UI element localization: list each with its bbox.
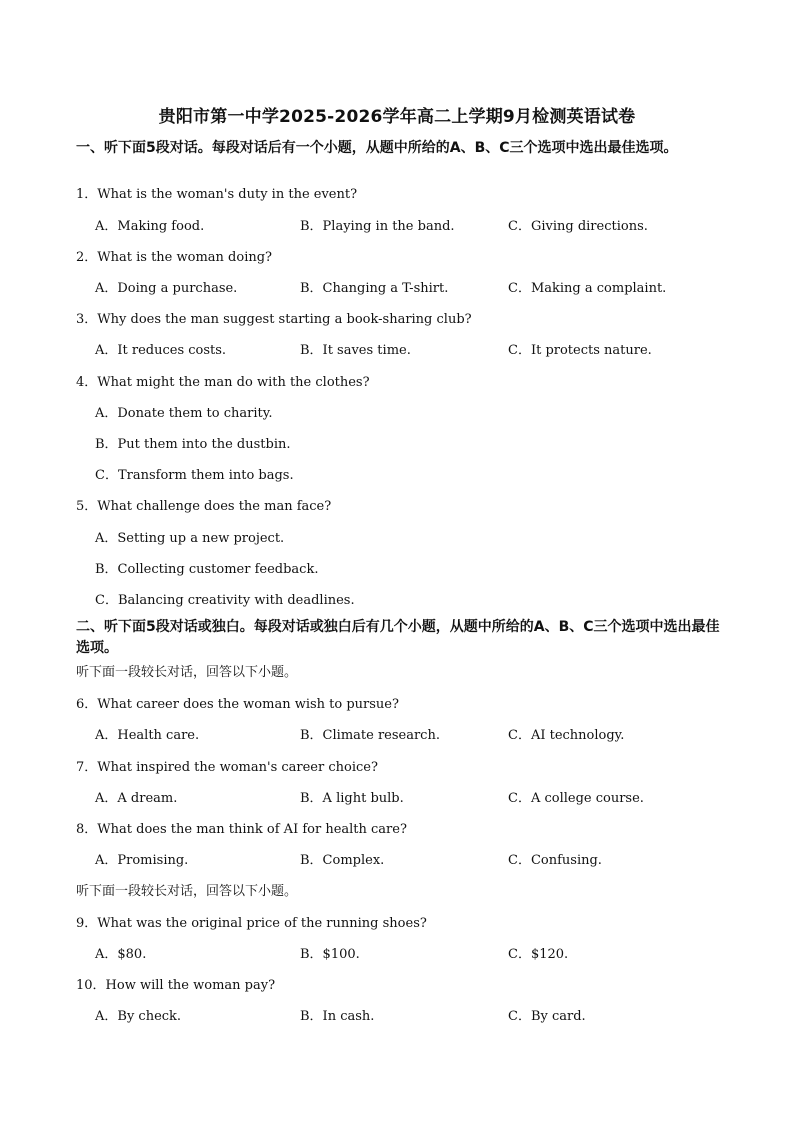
question-number: 10． <box>76 978 106 993</box>
option-b: B．Complex. <box>300 853 385 868</box>
option-c: C．Transform them into bags. <box>95 468 294 483</box>
option-a: A．Health care. <box>95 728 200 743</box>
option-b: B．Put them into the dustbin. <box>95 437 291 452</box>
option-c: C．Giving directions. <box>508 219 648 234</box>
question-text: Why does the man suggest starting a book-sharing club? <box>97 312 472 327</box>
question-6 <box>76 695 399 715</box>
option-c: C．$120. <box>508 947 569 962</box>
question-number: 4． <box>76 375 98 390</box>
question-9 <box>76 914 427 934</box>
question-7 <box>76 758 378 778</box>
option-b: B．In cash. <box>300 1009 375 1024</box>
option-a: A．Setting up a new project. <box>95 531 285 546</box>
question-text: How will the woman pay? <box>105 978 276 993</box>
question-8 <box>76 820 407 840</box>
option-c: C．It protects nature. <box>508 343 652 358</box>
question-number: 9． <box>76 916 98 931</box>
question-number: 6． <box>76 697 98 712</box>
option-b: B．Changing a T-shirt. <box>300 281 449 296</box>
question-text: What career does the woman wish to pursue? <box>97 697 399 712</box>
question-2 <box>76 248 272 268</box>
section2-intro-2: 听下面一段较长对话，回答以下小题。 <box>76 884 298 899</box>
question-3 <box>76 310 472 330</box>
option-b: B．A light bulb. <box>300 791 404 806</box>
question-4 <box>76 373 370 393</box>
question-text: What was the original price of the running shoes? <box>97 916 427 931</box>
question-number: 5． <box>76 499 98 514</box>
option-a: A．It reduces costs. <box>95 343 227 358</box>
question-text: What inspired the woman's career choice? <box>97 760 378 775</box>
question-number: 1． <box>76 187 98 202</box>
option-b: B．It saves time. <box>300 343 411 358</box>
section2-intro-1: 听下面一段较长对话，回答以下小题。 <box>76 665 298 680</box>
question-5 <box>76 497 331 517</box>
question-number: 7． <box>76 760 98 775</box>
question-number: 3． <box>76 312 98 327</box>
option-c: C．AI technology. <box>508 728 625 743</box>
section1-heading: 一、听下面5段对话。每段对话后有一个小题，从题中所给的A、B、C三个选项中选出最佳选项。 <box>76 140 678 156</box>
option-c: C．By card. <box>508 1009 586 1024</box>
question-text: What is the woman's duty in the event? <box>97 187 358 202</box>
option-a: A．Promising. <box>95 853 189 868</box>
option-a: A．Donate them to charity. <box>95 406 273 421</box>
question-text: What does the man think of AI for health care? <box>97 822 407 837</box>
question-text: What might the man do with the clothes? <box>97 375 370 390</box>
option-b: B．Playing in the band. <box>300 219 455 234</box>
option-b: B．Climate research. <box>300 728 440 743</box>
question-10 <box>76 976 275 996</box>
option-a: A．$80. <box>95 947 147 962</box>
exam-title: 贵阳市第一中学2025-2026学年高二上学期9月检测英语试卷 <box>158 107 636 127</box>
section2-heading: 二、听下面5段对话或独白。每段对话或独白后有几个小题，从题中所给的A、B、C三个选项中选出最佳选项。 <box>76 619 720 656</box>
option-a: A．By check. <box>95 1009 182 1024</box>
option-a: A．Making food. <box>95 219 205 234</box>
option-a: A．A dream. <box>95 791 178 806</box>
option-c: C．Confusing. <box>508 853 602 868</box>
question-number: 8． <box>76 822 98 837</box>
question-text: What is the woman doing? <box>97 250 273 265</box>
option-c: C．Balancing creativity with deadlines. <box>95 593 355 608</box>
question-text: What challenge does the man face? <box>97 499 332 514</box>
option-c: C．Making a complaint. <box>508 281 667 296</box>
option-b: B．$100. <box>300 947 360 962</box>
option-a: A．Doing a purchase. <box>95 281 238 296</box>
option-c: C．A college course. <box>508 791 644 806</box>
question-1 <box>76 185 357 205</box>
option-b: B．Collecting customer feedback. <box>95 562 319 577</box>
question-number: 2． <box>76 250 98 265</box>
